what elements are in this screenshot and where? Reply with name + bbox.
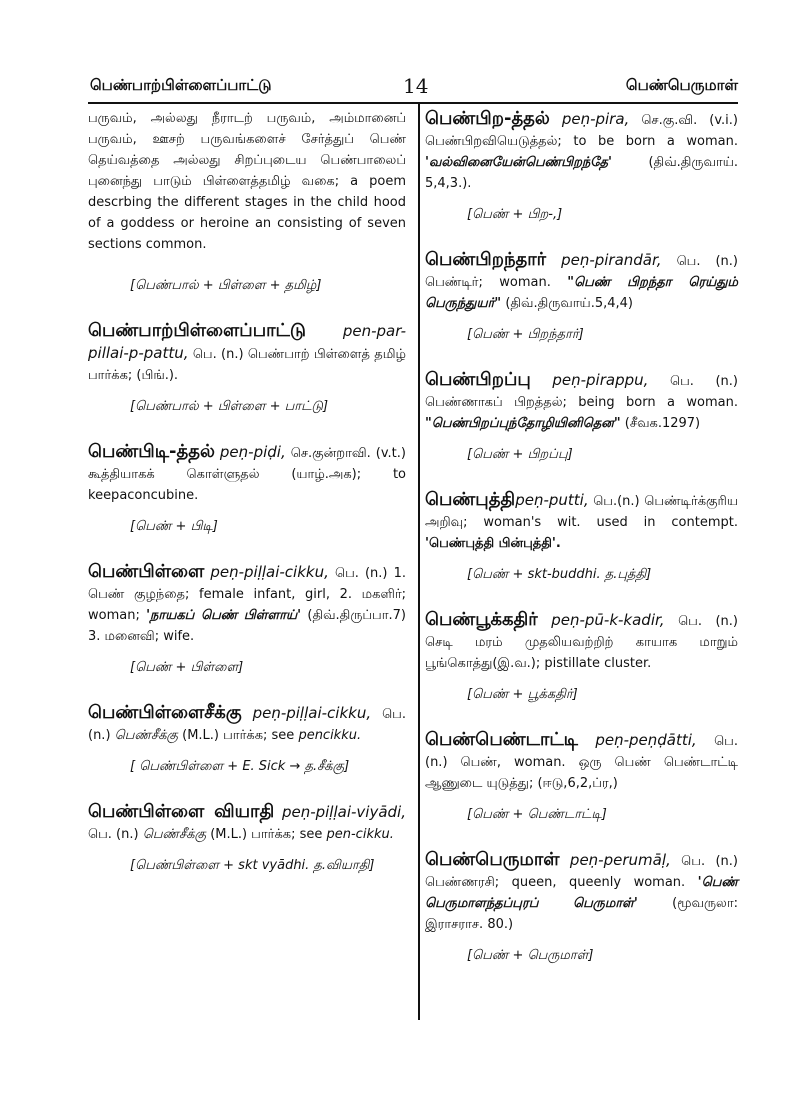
entry-headword: பெண்பிள்ளை வியாதி xyxy=(88,801,275,822)
entry-transliteration: peṇ-peṇḍātti, xyxy=(595,731,697,749)
entry-definition: பெ. (n.) பெண்டிர்; woman. xyxy=(425,254,738,290)
entry-definition: பெ. (n.) பெண்ணரசி; queen, queenly woman. xyxy=(425,854,738,890)
entry-headword: பெண்பூக்கதிர் xyxy=(425,609,538,630)
entry-headword: பெண்பெண்டாட்டி xyxy=(425,729,578,750)
entry-etymology: [பெண் + பிறப்பு] xyxy=(467,447,573,462)
entry-quote: "பெண் பிறந்தா ரெய்தும் பெருந்துயர்" xyxy=(425,275,738,311)
entry-quote: "பெண்பிறப்புந்தோழியினிதென" xyxy=(425,416,621,431)
entry-etymology: [பெண்பால் + பிள்ளை + பாட்டு] xyxy=(130,399,329,414)
entry-etymology: [பெண் + skt-buddhi. த.புத்தி] xyxy=(467,567,652,582)
entry-definition: பெ. (n.) xyxy=(88,827,139,842)
entry-etymology: [பெண்பால் + பிள்ளை + தமிழ்] xyxy=(130,278,322,293)
entry-definition: பெ. (n.) செடி மரம் முதலியவற்றிற் காயாக மாறும் பூங்கொத்து(இ.வ.); pistillate cluster. xyxy=(425,614,738,671)
entry-definition: பெ.(n.) பெண்டிர்க்குரிய அறிவு; woman's wit. used in contempt. xyxy=(425,494,738,530)
entry-etymology: [பெண் + பிற-,] xyxy=(467,207,563,222)
running-header xyxy=(88,68,738,104)
entry-definition: பெ. (n.) பெண், woman. ஒரு பெண் பெண்டாட்டி ஆணுடை யுடுத்து; (ஈடு,6,2,ப்ர,) xyxy=(425,734,738,791)
entry-headword: பெண்பிறப்பு xyxy=(425,369,531,390)
entry-headword: பெண்புத்தி xyxy=(425,489,516,510)
entry-pen-pillai xyxy=(88,561,406,678)
entry-etymology: [பெண்பிள்ளை + skt vyādhi. த.வியாதி] xyxy=(130,858,375,873)
entry-source: (திவ்.திருப்பா.7) 3. மனைவி; wife. xyxy=(88,608,406,644)
entry-pen-pidi xyxy=(88,441,406,537)
page-number: 14 xyxy=(403,74,429,98)
entry-definition: பெ. (n.) பெண்ணாகப் பிறத்தல்; being born a woman. xyxy=(425,374,738,410)
entry-transliteration: peṇ-perumāḷ, xyxy=(569,851,671,869)
entry-pen-putti xyxy=(425,489,738,585)
entry-pen-pirandar xyxy=(425,249,738,345)
entry-source: (சீவக.1297) xyxy=(624,416,701,431)
entry-definition: பெ. (n.) பெண்பாற் பிள்ளைத் தமிழ் பார்க்க; (பிங்.). xyxy=(88,347,406,383)
entry-definition: பெ. (n.) xyxy=(88,707,406,743)
entry-headword: பெண்பிடி-த்தல் xyxy=(88,441,215,462)
entry-transliteration: peṇ-pirappu, xyxy=(552,371,649,389)
entry-pen-perumal xyxy=(425,849,738,966)
header-left-guideword: பெண்பாற்பிள்ளைப்பாட்டு xyxy=(90,76,272,94)
entry-etymology: [பெண் + பூக்கதிர்] xyxy=(467,687,578,702)
entry-transliteration: pen-par-pillai-p-pattu, xyxy=(88,322,406,362)
entry-definition-tail: (M.L.) பார்க்க; see xyxy=(210,827,323,842)
entry-source: (மூவருலா: இராசராச. 80.) xyxy=(425,896,738,932)
entry-quote: 'நாயகப் பெண் பிள்ளாய்' xyxy=(146,608,302,623)
entry-headword: பெண்பெருமாள் xyxy=(425,849,560,870)
entry-transliteration: peṇ-pirandār, xyxy=(561,251,662,269)
entry-pen-pu-k-kadir xyxy=(425,609,738,705)
entry-etymology: [பெண் + பிள்ளை] xyxy=(130,660,244,675)
entry-definition: செ.குன்றாவி. (v.t.) கூத்தியாகக் கொள்ளுதல் (யாழ்.அக); to keepaconcubine. xyxy=(88,446,406,503)
entry-quote: 'பெண் பெருமாளந்தப்புரப் பெருமாள்' xyxy=(425,875,738,911)
entry-pen-pillai-cikku xyxy=(88,702,406,777)
entry-headword: பெண்பிள்ளைசீக்கு xyxy=(88,702,242,723)
entry-headword: பெண்பிள்ளை xyxy=(88,561,205,582)
entry-headword: பெண்பிறந்தார் xyxy=(425,249,547,270)
entry-quote: 'வல்வினையேன்பெண்பிறந்தே' xyxy=(425,155,612,170)
entry-etymology: [பெண் + பிறந்தார்] xyxy=(467,327,584,342)
entry-etymology: [பெண் + பெருமாள்] xyxy=(467,948,594,963)
entry-definition-tail: (M.L.) பார்க்க; see xyxy=(182,728,295,743)
entry-pen-pirappu xyxy=(425,369,738,465)
entry-see-reference: pen-cikku. xyxy=(326,827,394,842)
column-divider xyxy=(418,102,420,1020)
entry-source: (திவ்.திருவாய். 5,4,3.). xyxy=(425,155,738,191)
continuation-text: பருவம், அல்லது நீராடற் பருவம், அம்மானைப் பருவம், ஊசற் பருவங்களைச் சேர்த்துப் பெண் தெய்வத்தை அல்லது சிறப்புடைய பெண்பாலைப் புனைந்து பாடும் பிள்ளைத்தமிழ் வகை; a poem descrbing the different stages in the child hood of a goddess or heroine an consisting of seven sections common. xyxy=(88,111,406,252)
entry-transliteration: peṇ-pira, xyxy=(561,110,630,128)
entry-quote: 'பெண்புத்தி பின்புத்தி'. xyxy=(425,536,561,551)
entry-see-reference: pencikku. xyxy=(298,728,362,743)
entry-cross-reference: பெண்சீக்கு xyxy=(142,827,207,842)
right-column xyxy=(425,108,738,990)
entry-transliteration: peṇ-piḷḷai-viyādi, xyxy=(281,803,406,821)
entry-penpar-pillai-p-pattu xyxy=(88,320,406,417)
entry-headword: பெண்பாற்பிள்ளைப்பாட்டு xyxy=(88,320,306,341)
entry-etymology: [பெண் + பெண்டாட்டி] xyxy=(467,807,607,822)
entry-transliteration: peṇ-piḷḷai-cikku, xyxy=(210,563,329,581)
entry-cross-reference: பெண்சீக்கு xyxy=(114,728,178,743)
entry-transliteration: peṇ-putti, xyxy=(515,491,589,509)
header-right-guideword: பெண்பெருமாள் xyxy=(625,76,738,94)
entry-definition: பெ. (n.) 1. பெண் குழந்தை; female infant, girl, 2. மகளிர்; woman; xyxy=(88,566,406,623)
entry-etymology: [ பெண்பிள்ளை + E. Sick → த.சீக்கு] xyxy=(130,759,350,774)
entry-transliteration: peṇ-piḍi, xyxy=(219,443,286,461)
entry-definition: செ.கு.வி. (v.i.) பெண்பிறவியெடுத்தல்; to be born a woman. xyxy=(425,113,738,149)
entry-pen-pillai-viyadi xyxy=(88,801,406,876)
entry-transliteration: peṇ-piḷḷai-cikku, xyxy=(252,704,372,722)
entry-headword: பெண்பிற-த்தல் xyxy=(425,108,550,129)
entry-transliteration: peṇ-pū-k-kadir, xyxy=(551,611,665,629)
entry-pen-pira xyxy=(425,108,738,225)
entry-etymology: [பெண் + பிடி] xyxy=(130,519,218,534)
entry-continuation xyxy=(88,108,406,296)
entry-pen-pendatti xyxy=(425,729,738,825)
left-column xyxy=(88,108,406,900)
entry-source: (திவ்.திருவாய்.5,4,4) xyxy=(505,296,633,311)
